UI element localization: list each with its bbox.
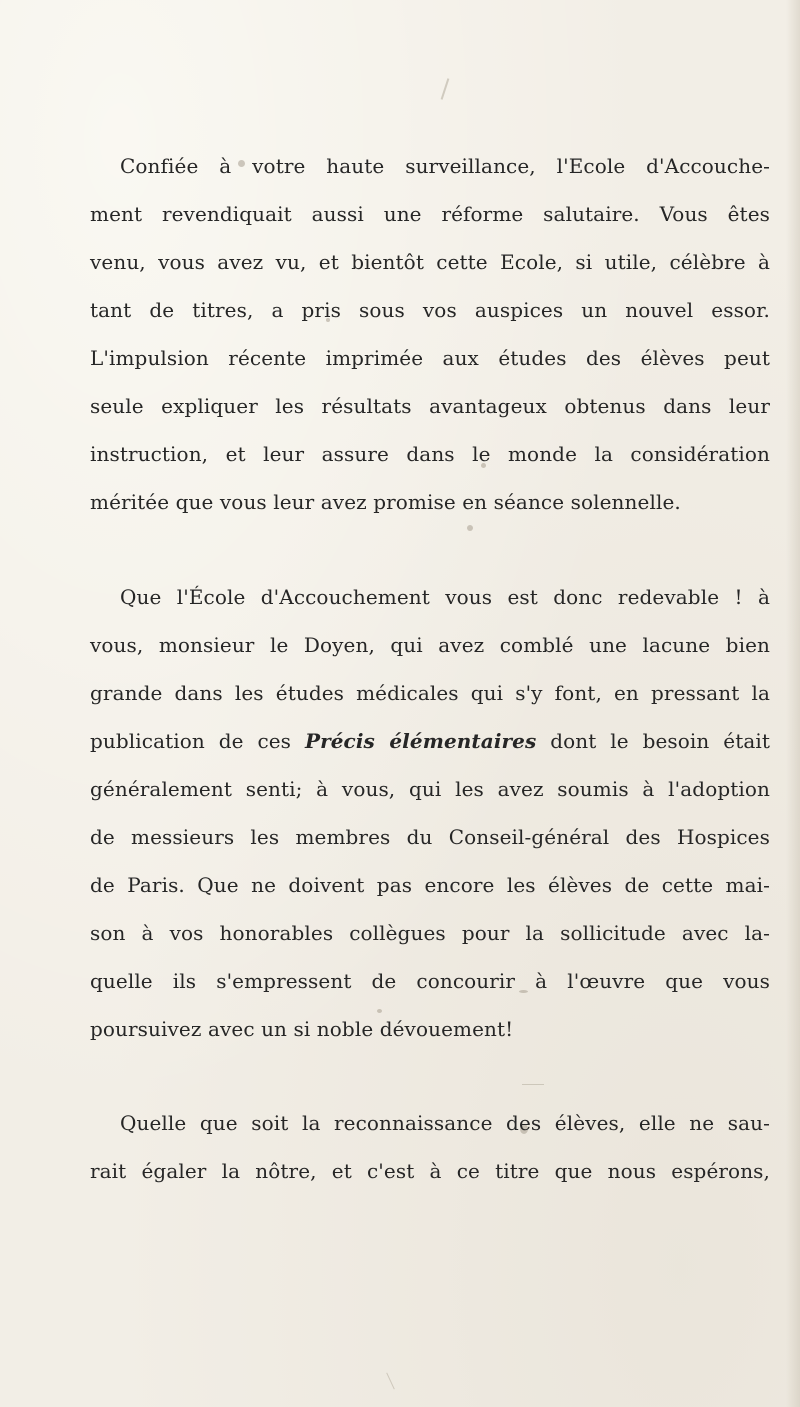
paragraph-1 <box>90 142 770 526</box>
text-line: de Paris. Que ne doivent pas encore les élèves de cette mai- <box>90 873 770 897</box>
text-segment: dont le besoin était <box>536 729 771 753</box>
paragraph-gap <box>90 1053 770 1099</box>
text-line: venu, vous avez vu, et bientôt cette Ecole, si utile, célèbre à <box>90 250 770 274</box>
text-line: son à vos honorables collègues pour la sollicitude avec la- <box>90 921 770 945</box>
paragraph-gap <box>90 526 770 573</box>
text-line: méritée que vous leur avez promise en séance solennelle. <box>90 490 681 514</box>
page-edge-shadow <box>786 0 800 1407</box>
text-line: rait égaler la nôtre, et c'est à ce titre que nous espérons, <box>90 1159 770 1183</box>
text-line: poursuivez avec un si noble dévouement! <box>90 1017 514 1041</box>
text-line: grande dans les études médicales qui s'y font, en pressant la <box>90 681 770 705</box>
text-line: Quelle que soit la reconnaissance des élèves, elle ne sau- <box>120 1111 770 1135</box>
text-line: instruction, et leur assure dans le monde la considération <box>90 442 770 466</box>
paragraph-2 <box>90 573 770 1053</box>
text-line: vous, monsieur le Doyen, qui avez comblé une lacune bien <box>90 633 770 657</box>
page-text <box>90 142 770 1195</box>
text-line: L'impulsion récente imprimée aux études des élèves peut <box>90 346 770 370</box>
text-line: seule expliquer les résultats avantageux obtenus dans leur <box>90 394 770 418</box>
text-line <box>90 717 770 765</box>
text-line: ment revendiquait aussi une réforme salutaire. Vous êtes <box>90 202 770 226</box>
scan-mark <box>386 1373 395 1390</box>
text-segment: publication de ces <box>90 729 305 753</box>
text-line: Confiée à votre haute surveillance, l'Ecole d'Accouche- <box>120 154 770 178</box>
text-line: de messieurs les membres du Conseil-général des Hospices <box>90 825 770 849</box>
text-line: Que l'École d'Accouchement vous est donc redevable ! à <box>120 585 770 609</box>
scan-mark <box>441 78 450 100</box>
text-line: quelle ils s'empressent de concourir à l'œuvre que vous <box>90 969 770 993</box>
text-line: tant de titres, a pris sous vos auspices un nouvel essor. <box>90 298 770 322</box>
text-line: généralement senti; à vous, qui les avez soumis à l'adoption <box>90 777 770 801</box>
book-title-emphasis: Précis élémentaires <box>304 729 537 753</box>
paragraph-3 <box>90 1099 770 1195</box>
